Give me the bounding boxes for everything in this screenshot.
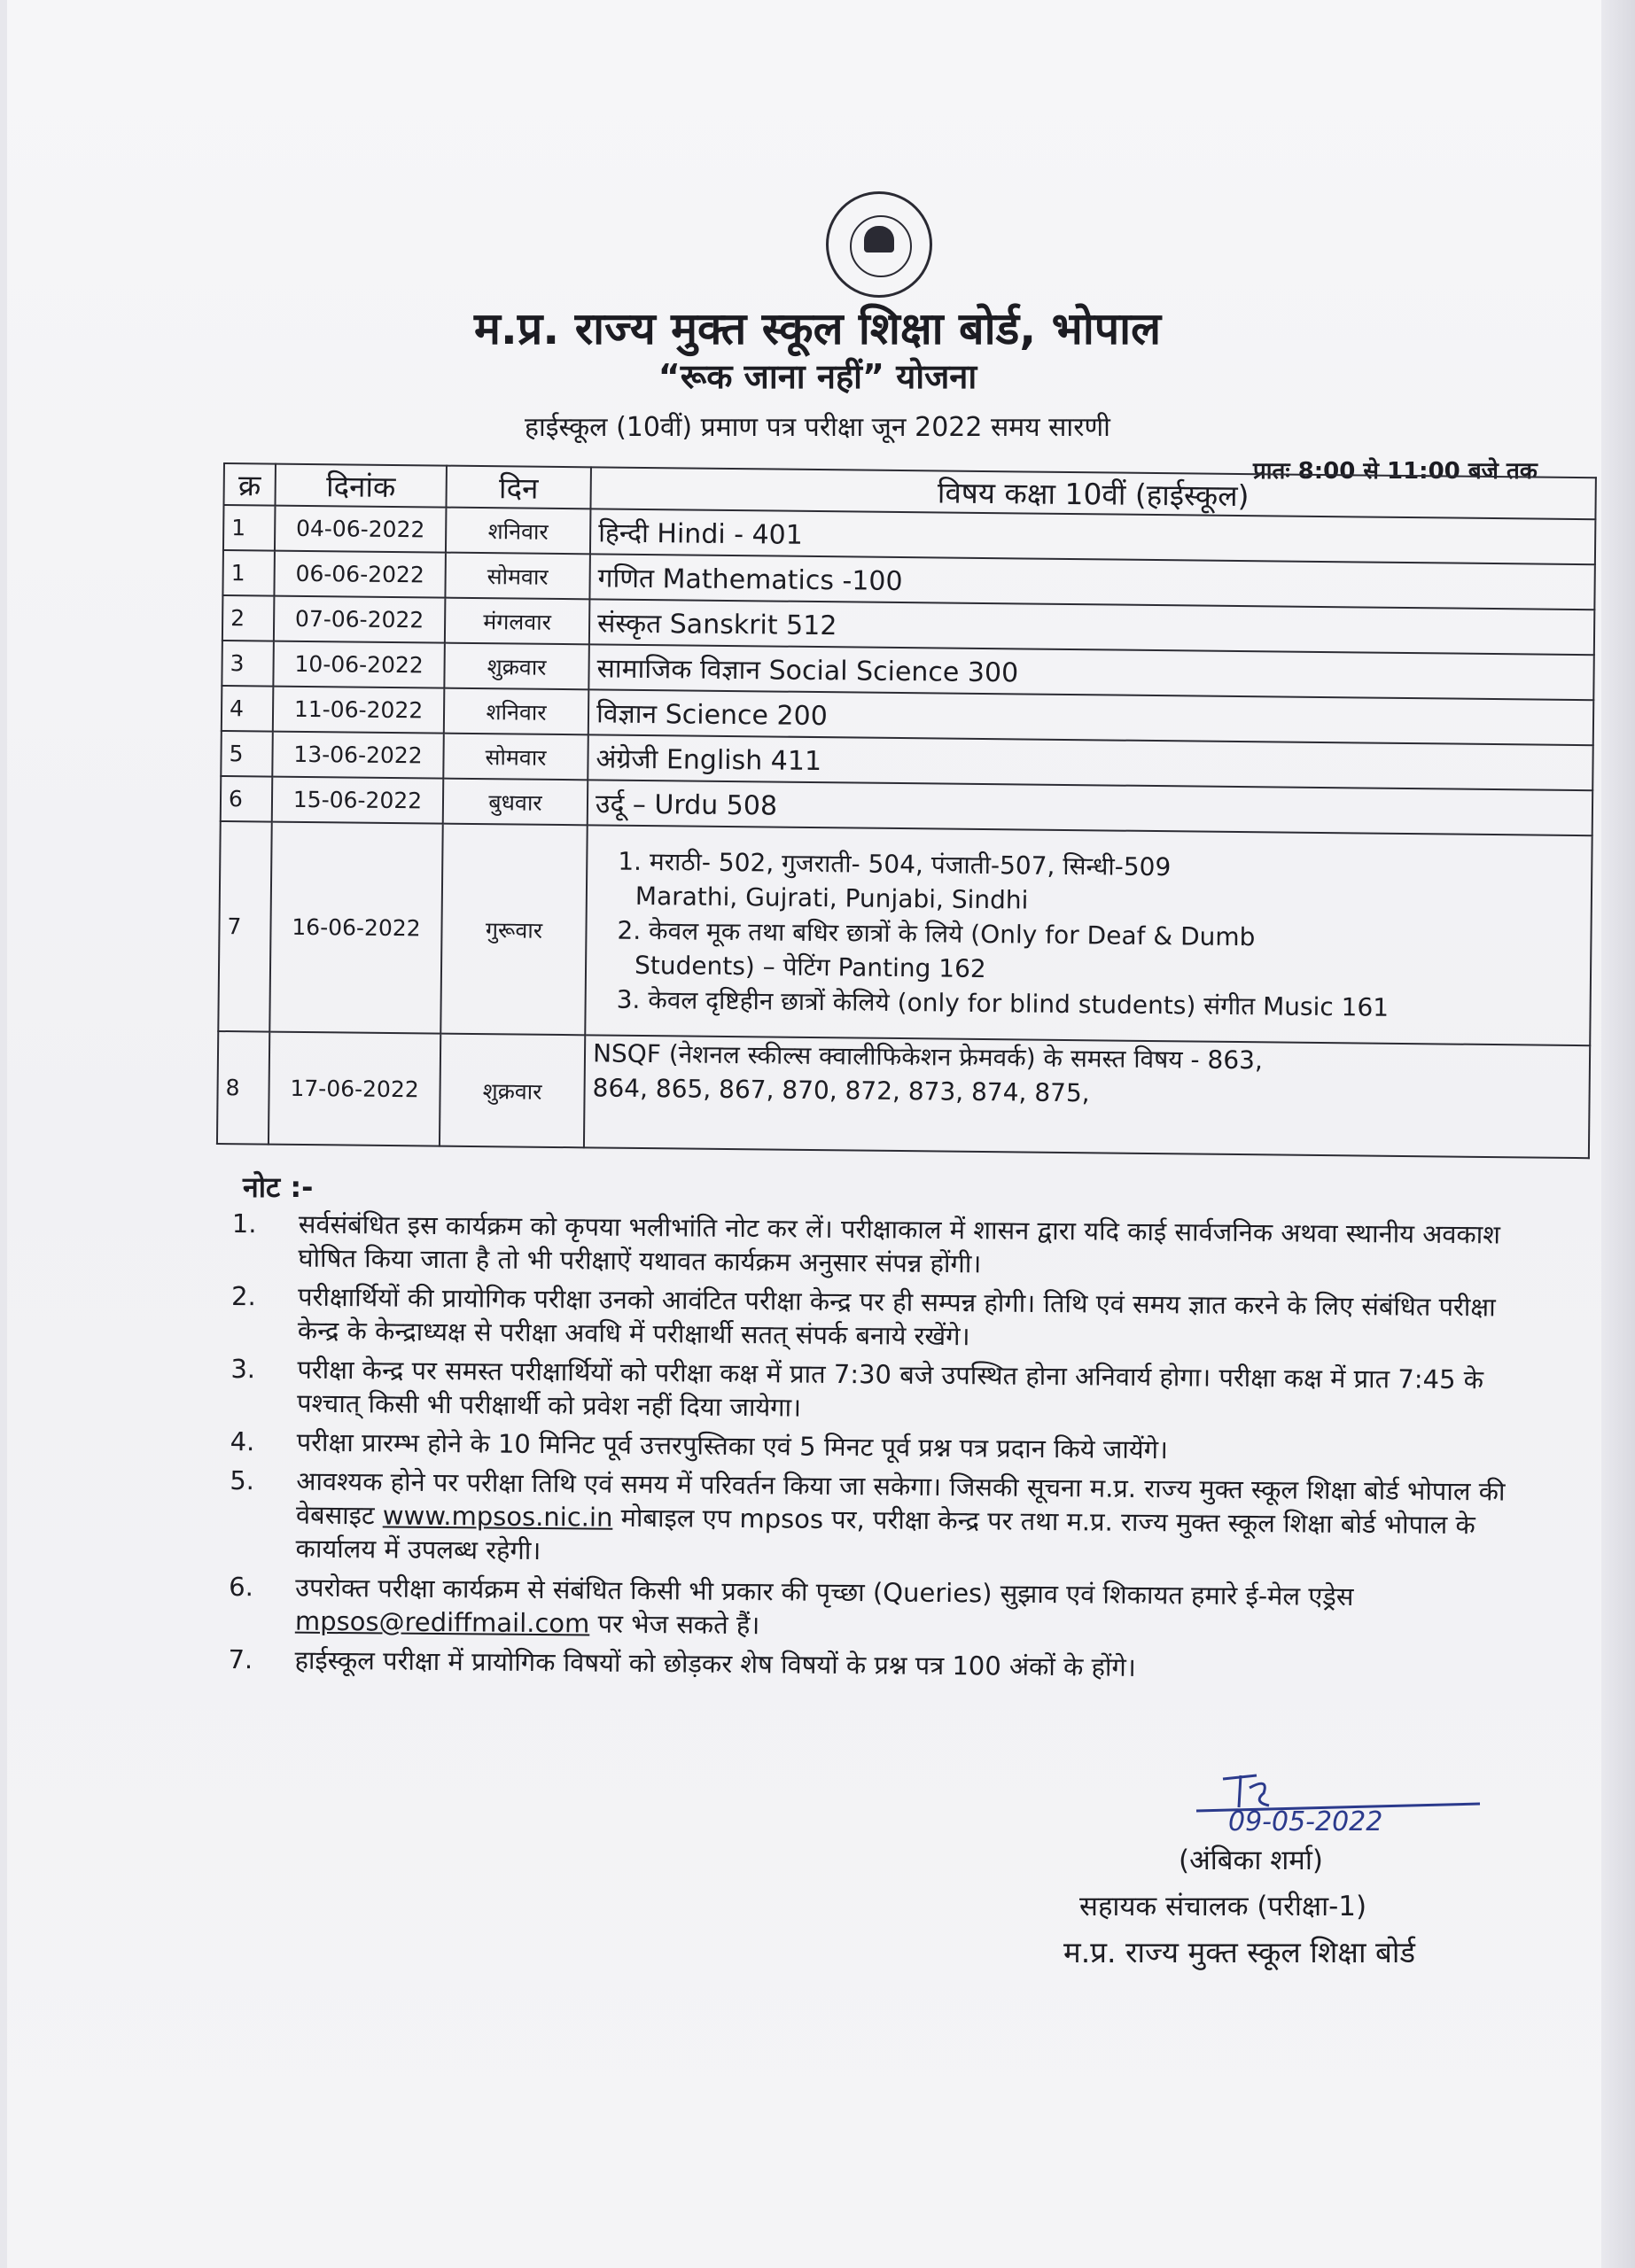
note-item	[230, 1352, 1534, 1431]
row-day: सोमवार	[445, 553, 590, 600]
note-item	[231, 1279, 1535, 1358]
subject-line: 2. केवल मूक तथा बधिर छात्रों के लिये (Only for Deaf & Dumb	[617, 915, 1256, 952]
signatory-name: (अंबिका शर्मा)	[1179, 1845, 1323, 1876]
row-day: गुरूवार	[440, 824, 587, 1036]
note-number: 5.	[230, 1464, 255, 1496]
col-header-date: दिनांक	[275, 464, 446, 508]
row-sn: 4	[222, 686, 274, 732]
row-sn: 1	[222, 550, 275, 596]
row-subject: सामाजिक विज्ञान Social Science 300	[588, 644, 1593, 700]
col-header-subject: विषय कक्षा 10वीं (हाईस्कूल)	[590, 467, 1595, 519]
note-number: 6.	[229, 1571, 254, 1603]
signature-block	[1063, 1772, 1524, 2038]
row-subject: विज्ञान Science 200	[588, 689, 1593, 745]
subject-line: Students) – पेटिंग Panting 162	[634, 950, 986, 984]
website-link[interactable]: www.mpsos.nic.in	[382, 1500, 613, 1533]
note-item	[229, 1464, 1532, 1576]
row-subject	[585, 825, 1592, 1045]
row-sn: 5	[221, 731, 273, 777]
schedule-table	[216, 462, 1597, 1159]
notes-heading: नोट :-	[243, 1170, 314, 1204]
board-title: म.प्र. राज्य मुक्त स्कूल शिक्षा बोर्ड, भोपाल	[473, 303, 1162, 354]
row-day: शुक्रवार	[444, 643, 589, 690]
note-text	[295, 1571, 1532, 1649]
row-subject: गणित Mathematics -100	[589, 554, 1594, 610]
row-day: सोमवार	[443, 734, 588, 781]
row-sn: 6	[221, 776, 273, 822]
note-item	[229, 1570, 1532, 1649]
email-link[interactable]: mpsos@rediffmail.com	[294, 1605, 590, 1639]
row-day: शनिवार	[446, 508, 591, 555]
note-text: परीक्षा प्रारम्भ होने के 10 मिनिट पूर्व उत्तरपुस्तिका एवं 5 मिनट पूर्व प्रश्न पत्र प्रदान किये जायेंगे।	[296, 1426, 1169, 1465]
note-text: हाईस्कूल परीक्षा में प्रायोगिक विषयों को छोड़कर शेष विषयों के प्रश्न पत्र 100 अंकों के होंगे।	[294, 1644, 1136, 1682]
note-item	[231, 1207, 1535, 1285]
note-number: 7.	[228, 1643, 253, 1675]
row-sn: 7	[218, 821, 271, 1032]
row-sn: 1	[223, 505, 276, 551]
row-subject: संस्कृत Sanskrit 512	[589, 599, 1594, 655]
note-text-part: पर भेज सकते हैं।	[589, 1608, 760, 1641]
exam-timing: प्रातः 8:00 से 11:00 बजे तक	[1253, 458, 1538, 485]
row-sn: 8	[217, 1031, 269, 1145]
row-date: 13-06-2022	[272, 732, 444, 779]
note-item	[230, 1425, 1533, 1470]
exam-title: हाईस्कूल (10वीं) प्रमाण पत्र परीक्षा जून 2022 समय सारणी	[525, 412, 1110, 443]
note-number: 4.	[230, 1425, 255, 1457]
board-seal-logo	[826, 191, 932, 298]
col-header-day: दिन	[446, 466, 590, 509]
row-date: 10-06-2022	[273, 641, 445, 688]
row-subject	[584, 1035, 1590, 1158]
row-date: 07-06-2022	[274, 596, 446, 643]
handwritten-signature	[1187, 1772, 1507, 1843]
subject-line: Marathi, Gujrati, Punjabi, Sindhi	[635, 881, 1029, 915]
note-number: 1.	[231, 1208, 257, 1239]
subject-line: NSQF (नेशनल स्कील्स क्वालीफिकेशन फ्रेमवर्क) के समस्त विषय - 863,	[592, 1038, 1263, 1076]
subject-line: 1. मराठी- 502, गुजराती- 504, पंजाती-507, सिन्धी-509	[618, 846, 1172, 882]
row-day: मंगलवार	[445, 598, 590, 645]
table-row	[217, 1031, 1590, 1158]
row-day: शनिवार	[444, 688, 589, 735]
row-date: 15-06-2022	[272, 777, 444, 824]
note-text: परीक्षार्थियों की प्रायोगिक परीक्षा उनको आवंटित परीक्षा केन्द्र पर ही सम्पन्न होगी। तिथि एवं समय ज्ञात करने के लिए संबंधित परीक्षा केन्द्र के केन्द्राध्यक्ष से परीक्षा अवधि में परीक्षार्थी सतत् संपर्क बनाये रखेंगे।	[297, 1281, 1496, 1352]
note-text	[295, 1464, 1532, 1576]
row-subject: हिन्दी Hindi - 401	[590, 509, 1595, 564]
row-date: 11-06-2022	[273, 687, 445, 734]
row-date: 17-06-2022	[269, 1032, 440, 1146]
subject-line: 3. केवल दृष्टिहीन छात्रों केलिये (only for blind students) संगीत Music 161	[616, 984, 1390, 1022]
note-number: 3.	[230, 1353, 256, 1385]
signatory-org: म.प्र. राज्य मुक्त स्कूल शिक्षा बोर्ड	[1063, 1935, 1416, 1969]
row-subject: उर्दू – Urdu 508	[588, 780, 1592, 835]
notes-list	[228, 1207, 1535, 1693]
signature-date: 09-05-2022	[1228, 1806, 1383, 1837]
signatory-post: सहायक संचालक (परीक्षा-1)	[1079, 1891, 1367, 1922]
row-date: 16-06-2022	[269, 822, 442, 1034]
row-day: बुधवार	[443, 779, 588, 826]
note-text: परीक्षा केन्द्र पर समस्त परीक्षार्थियों को परीक्षा कक्ष में प्रात 7:30 बजे उपस्थित होना अनिवार्य होगा। परीक्षा कक्ष में प्रात 7:45 के पश्चात् किसी भी परीक्षार्थी को प्रवेश नहीं दिया जायेगा।	[296, 1354, 1484, 1423]
row-date: 06-06-2022	[274, 551, 446, 598]
note-item	[228, 1643, 1530, 1688]
note-text-part: उपरोक्त परीक्षा कार्यक्रम से संबंधित किसी भी प्रकार की पृच्छा (Queries) सुझाव एवं शिकायत हमारे ई-मेल एड्रेस	[295, 1572, 1354, 1612]
col-header-sn: क्र	[223, 463, 275, 506]
row-day: शुक्रवार	[440, 1034, 585, 1148]
row-sn: 3	[222, 641, 274, 687]
row-subject: अंग्रेजी English 411	[588, 734, 1592, 790]
scheme-title: “रूक जाना नहीं” योजना	[658, 357, 977, 396]
note-number: 2.	[230, 1280, 256, 1312]
table-row	[218, 821, 1592, 1045]
row-sn: 2	[222, 595, 275, 641]
subject-line: 864, 865, 867, 870, 872, 873, 874, 875,	[592, 1073, 1090, 1108]
note-text-part: आवश्यक होने पर परीक्षा तिथि एवं समय में परिवर्तन किया जा सकेगा। जिसकी सूचना म.प्र. राज्य मुक्त स्कूल शिक्षा बोर्ड भोपाल की वेबसाइट	[295, 1465, 1506, 1531]
row-date: 04-06-2022	[275, 506, 447, 553]
note-text: सर्वसंबंधित इस कार्यक्रम को कृपया भलीभांति नोट कर लें। परीक्षाकाल में शासन द्वारा यदि काई सार्वजनिक अथवा स्थानीय अवकाश घोषित किया जाता है तो भी परीक्षाऐं यथावत कार्यक्रम अनुसार संपन्न होंगी।	[298, 1208, 1501, 1279]
note-text-part: मोबाइल एप mpsos पर, परीक्षा केन्द्र पर तथा म.प्र. राज्य मुक्त स्कूल शिक्षा बोर्ड भोपाल के कार्यालय में उपलब्ध रहेगी।	[295, 1502, 1475, 1566]
